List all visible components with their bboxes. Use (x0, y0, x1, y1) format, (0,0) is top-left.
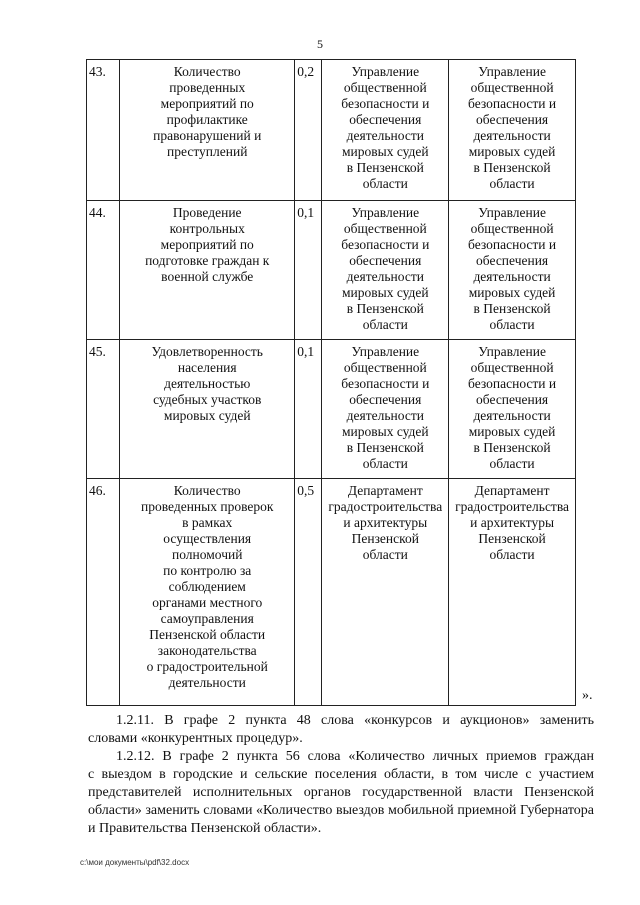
indicator-name-line: по контролю за (163, 563, 252, 578)
org-line: мировых судей (341, 144, 429, 159)
indicator-name-line: соблюдением (168, 579, 246, 594)
indicator-name-line: мероприятий по (160, 237, 254, 252)
indicator-name-line: подготовке граждан к (145, 253, 270, 268)
indicator-name-line: судебных участков (153, 392, 262, 407)
indicator-name-line: контрольных (169, 221, 245, 236)
org-line: обеспечения (476, 112, 549, 127)
indicator-name-line: законодательства (157, 643, 257, 658)
indicator-name-line: профилактике (166, 112, 248, 127)
org-line: Департамент (474, 483, 550, 498)
row-number: 44. (87, 201, 120, 340)
org-line: Пензенской (478, 531, 546, 546)
org-line: области (489, 317, 535, 332)
amendment-paragraph-1-2-11 (88, 712, 594, 748)
data-source-org (449, 60, 576, 201)
indicator-name (120, 60, 295, 201)
org-line: деятельности (346, 128, 424, 143)
org-line: и архитектуры (343, 515, 428, 530)
table-body (87, 60, 576, 706)
org-line: Управление (351, 64, 420, 79)
table-row (87, 340, 576, 479)
org-line: деятельности (346, 408, 424, 423)
indicator-name-line: военной службе (161, 269, 254, 284)
indicator-weight: 0,1 (295, 340, 322, 479)
indicator-name-line: в рамках (182, 515, 233, 530)
row-number: 43. (87, 60, 120, 201)
org-line: безопасности и (468, 96, 557, 111)
org-line: в Пензенской (473, 301, 551, 316)
indicator-name-line: органами местного (152, 595, 263, 610)
org-line: обеспечения (349, 392, 422, 407)
responsible-org (322, 479, 449, 706)
org-line: области (489, 176, 535, 191)
org-line: в Пензенской (473, 160, 551, 175)
indicator-name (120, 201, 295, 340)
row-number: 46. (87, 479, 120, 706)
responsible-org (322, 340, 449, 479)
file-path-footer: c:\мои документы\pdf\32.docx (80, 858, 190, 867)
row-number: 45. (87, 340, 120, 479)
amendment-paragraph-1-2-12 (88, 748, 594, 838)
org-line: мировых судей (468, 424, 556, 439)
indicator-name-line: Пензенской области (149, 627, 266, 642)
org-line: и архитектуры (470, 515, 555, 530)
indicator-name-line: осуществления (163, 531, 252, 546)
org-line: области (362, 317, 408, 332)
org-line: Управление (351, 205, 420, 220)
indicators-table (86, 59, 576, 706)
page-number: 5 (317, 37, 323, 51)
table-row (87, 479, 576, 706)
org-line: Управление (478, 64, 546, 79)
org-line: мировых судей (341, 285, 429, 300)
org-line: деятельности (473, 128, 551, 143)
org-line: безопасности и (468, 376, 557, 391)
indicator-name-line: самоуправления (160, 611, 254, 626)
paragraph-line: и Правительства Пензенской области». (88, 821, 322, 836)
paragraph-line: 1.2.11. В графе 2 пункта 48 слова «конкурсов и аукционов» заменить (116, 713, 594, 728)
org-line: мировых судей (341, 424, 429, 439)
org-line: мировых судей (468, 285, 556, 300)
data-source-org (449, 340, 576, 479)
org-line: деятельности (346, 269, 424, 284)
indicator-name (120, 340, 295, 479)
indicator-name-line: деятельности (168, 675, 246, 690)
indicator-name-line: деятельностью (164, 376, 251, 391)
paragraph-line: представителей исполнительных органов государственной власти Пензенской (88, 785, 594, 800)
indicator-name-line: Количество (173, 64, 241, 79)
org-line: безопасности и (341, 96, 430, 111)
indicator-name-line: населения (177, 360, 237, 375)
org-line: области (362, 456, 408, 471)
org-line: деятельности (473, 269, 551, 284)
indicator-name-line: проведенных (169, 80, 246, 95)
org-line: в Пензенской (346, 440, 424, 455)
org-line: безопасности и (341, 376, 430, 391)
indicator-name-line: преступлений (167, 144, 248, 159)
org-line: обеспечения (349, 253, 422, 268)
org-line: в Пензенской (346, 301, 424, 316)
indicator-name-line: правонарушений и (153, 128, 262, 143)
paragraph-line: области» заменить словами «Количество выездов мобильной приемной Губернатора (88, 803, 594, 818)
paragraph-line: 1.2.12. В графе 2 пункта 56 слова «Количество личных приемов граждан (116, 749, 594, 764)
org-line: в Пензенской (473, 440, 551, 455)
org-line: градостроительства (455, 499, 570, 514)
org-line: Пензенской (351, 531, 419, 546)
org-line: градостроительства (328, 499, 443, 514)
org-line: области (362, 547, 408, 562)
org-line: безопасности и (468, 237, 557, 252)
org-line: области (489, 547, 535, 562)
org-line: общественной (470, 221, 554, 236)
indicator-name-line: о градостроительной (146, 659, 268, 674)
org-line: общественной (470, 80, 554, 95)
indicator-name-line: мировых судей (163, 408, 251, 423)
indicator-name-line: мероприятий по (160, 96, 254, 111)
org-line: области (362, 176, 408, 191)
indicator-weight: 0,2 (295, 60, 322, 201)
indicator-name-line: полномочий (172, 547, 243, 562)
paragraph-line: словами «конкурентных процедур». (88, 731, 303, 746)
data-source-org (449, 201, 576, 340)
org-line: Управление (351, 344, 420, 359)
table-row (87, 60, 576, 201)
indicator-name-line: Количество (173, 483, 241, 498)
indicator-weight: 0,1 (295, 201, 322, 340)
org-line: области (489, 456, 535, 471)
org-line: обеспечения (476, 392, 549, 407)
org-line: деятельности (473, 408, 551, 423)
indicator-weight: 0,5 (295, 479, 322, 706)
indicator-name-line: Проведение (172, 205, 242, 220)
data-source-org (449, 479, 576, 706)
paragraph-line: с выездом в городские и сельские поселения области, в том числе с участием (88, 767, 594, 782)
org-line: безопасности и (341, 237, 430, 252)
org-line: общественной (343, 80, 427, 95)
responsible-org (322, 60, 449, 201)
indicator-name-line: Удовлетворенность (151, 344, 263, 359)
indicator-name (120, 479, 295, 706)
org-line: Управление (478, 344, 546, 359)
org-line: общественной (343, 360, 427, 375)
table-row (87, 201, 576, 340)
closing-quote-mark: ». (582, 688, 593, 703)
org-line: обеспечения (349, 112, 422, 127)
indicator-name-line: проведенных проверок (141, 499, 274, 514)
responsible-org (322, 201, 449, 340)
org-line: мировых судей (468, 144, 556, 159)
org-line: Управление (478, 205, 546, 220)
org-line: обеспечения (476, 253, 549, 268)
org-line: в Пензенской (346, 160, 424, 175)
org-line: Департамент (347, 483, 423, 498)
org-line: общественной (343, 221, 427, 236)
org-line: общественной (470, 360, 554, 375)
